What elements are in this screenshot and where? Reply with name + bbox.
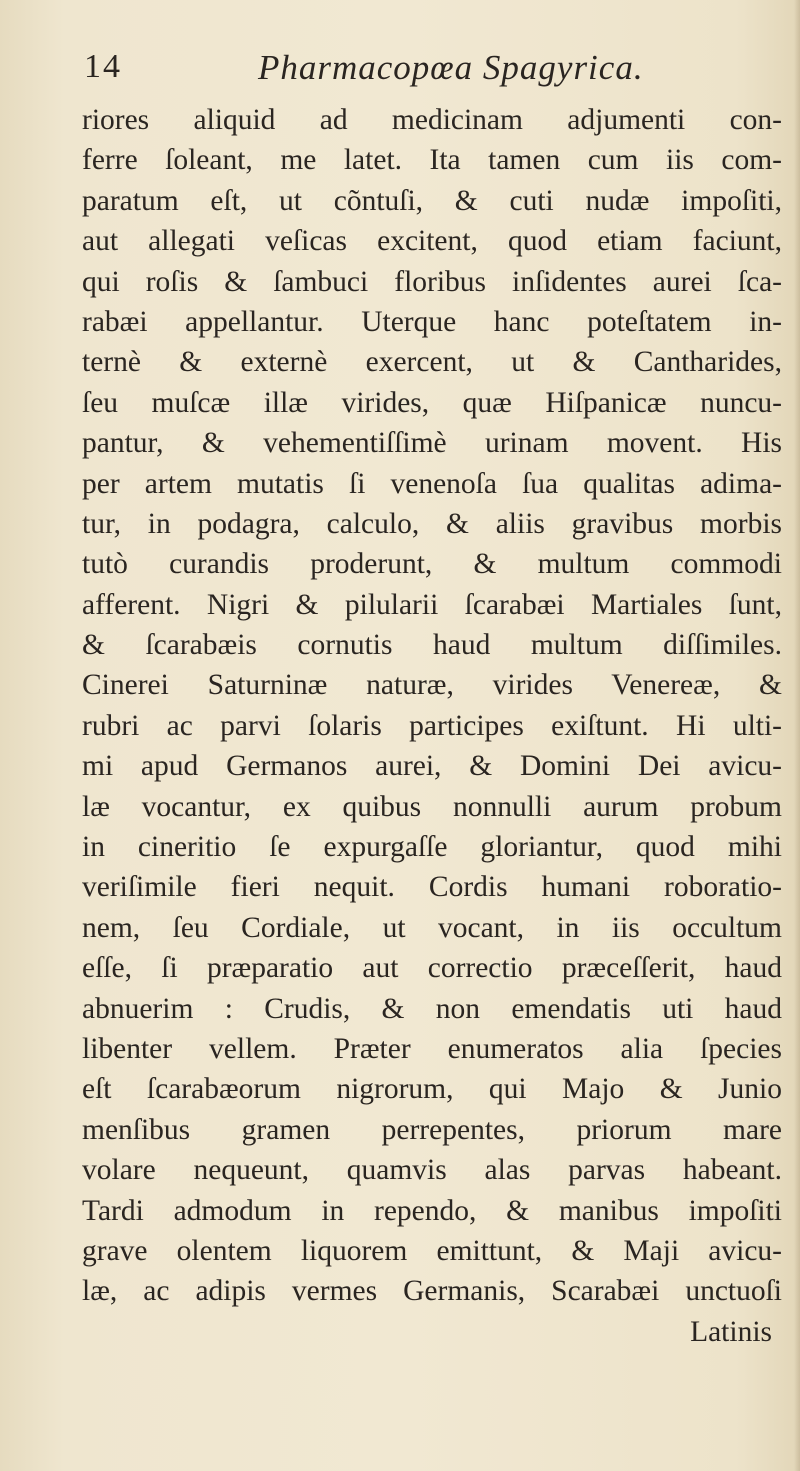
running-title: Pharmacopœa Spagyrica. — [258, 48, 644, 87]
page-edge-shadow — [794, 0, 800, 1471]
text-line: aut allegati veſicas excitent, quod etiam faciunt, — [82, 225, 782, 258]
text-line: læ vocantur, ex quibus nonnulli aurum probum — [82, 790, 782, 823]
text-line: per artem mutatis ſi venenoſa ſua qualitas adima- — [82, 467, 782, 500]
text-line: volare nequeunt, quamvis alas parvas habeant. — [82, 1154, 782, 1187]
text-line: eſt ſcarabæorum nigrorum, qui Majo & Junio — [82, 1073, 782, 1106]
text-line: Tardi admodum in rependo, & manibus impoſiti — [82, 1194, 782, 1227]
text-line: eſſe, ſi præparatio aut correctio præceſſerit, haud — [82, 952, 782, 985]
text-line: ferre ſoleant, me latet. Ita tamen cum iis com- — [82, 144, 782, 177]
text-line: afferent. Nigri & pilularii ſcarabæi Martiales ſunt, — [82, 588, 782, 621]
text-line: libenter vellem. Præter enumeratos alia ſpecies — [82, 1032, 782, 1065]
text-line: paratum eſt, ut cõntuſi, & cuti nudæ impoſiti, — [82, 184, 782, 217]
text-line: rubri ac parvi ſolaris participes exiſtunt. Hi ulti- — [82, 709, 782, 742]
text-line: læ, ac adipis vermes Germanis, Scarabæi unctuoſi — [82, 1275, 782, 1308]
text-line: pantur, & vehementiſſimè urinam movent. His — [82, 427, 782, 460]
catchword: Latinis — [690, 1315, 772, 1348]
text-line: ternè & externè exercent, ut & Cantharides, — [82, 346, 782, 379]
text-line: mi apud Germanos aurei, & Domini Dei avicu- — [82, 750, 782, 783]
text-line: veriſimile fieri nequit. Cordis humani roboratio- — [82, 871, 782, 904]
text-line: qui roſis & ſambuci floribus inſidentes aurei ſca- — [82, 265, 782, 298]
body-text — [82, 100, 782, 1352]
text-line: riores aliquid ad medicinam adjumenti con- — [82, 104, 782, 136]
text-line: tutò curandis proderunt, & multum commodi — [82, 548, 782, 581]
text-line: & ſcarabæis cornutis haud multum diſſimiles. — [82, 629, 782, 662]
page-number: 14 — [84, 48, 122, 85]
text-line: Cinerei Saturninæ naturæ, virides Venereæ, & — [82, 669, 782, 702]
text-line: grave olentem liquorem emittunt, & Maji avicu- — [82, 1234, 782, 1267]
text-line: abnuerim : Crudis, & non emendatis uti haud — [82, 992, 782, 1025]
text-line: tur, in podagra, calculo, & aliis gravibus morbis — [82, 507, 782, 540]
text-line: rabæi appellantur. Uterque hanc poteſtatem in- — [82, 305, 782, 338]
text-line: nem, ſeu Cordiale, ut vocant, in iis occultum — [82, 911, 782, 944]
text-line: ſeu muſcæ illæ virides, quæ Hiſpanicæ nuncu- — [82, 386, 782, 419]
text-line: in cineritio ſe expurgaſſe gloriantur, quod mihi — [82, 831, 782, 864]
text-line: menſibus gramen perrepentes, priorum mare — [82, 1113, 782, 1146]
